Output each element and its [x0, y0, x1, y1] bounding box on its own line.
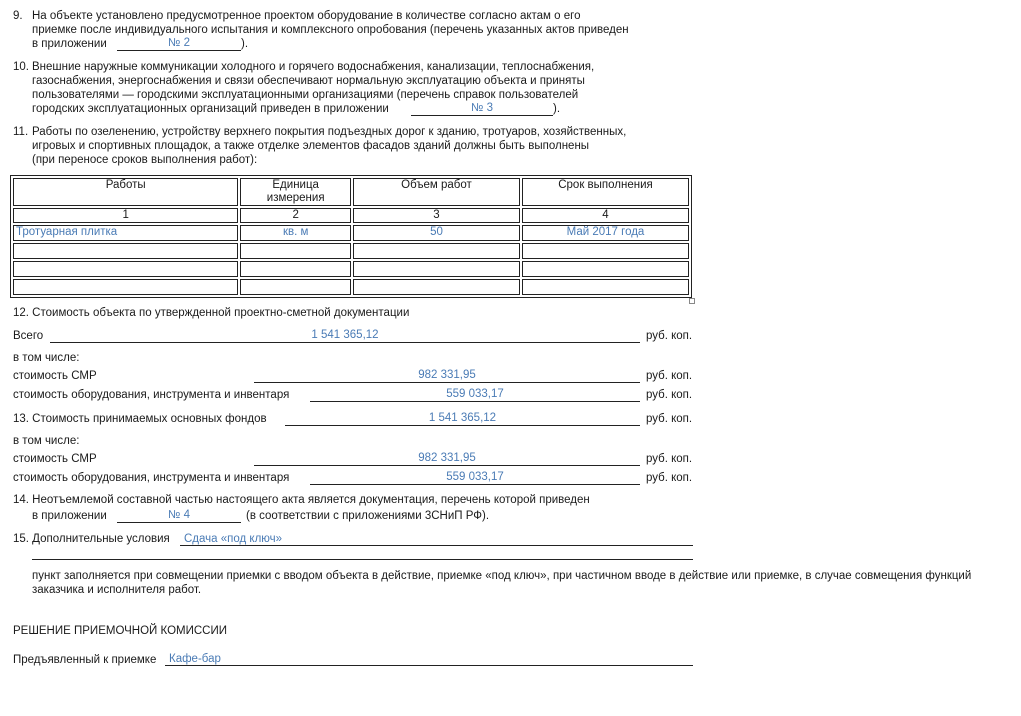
cell-volume[interactable]: [353, 243, 520, 259]
presented-label: Предъявленный к приемке: [13, 654, 157, 666]
item-9-line3-suffix: ).: [241, 38, 249, 50]
item-10-line2: газоснабжения, энергоснабжения и связи обеспечивают нормальную эксплуатацию объекта и приняты: [32, 75, 585, 87]
item-14-suffix: (в соответствии с приложениями 3СНиП РФ).: [246, 510, 490, 522]
fa-including-label: в том числе:: [13, 435, 80, 447]
smr-cost-field[interactable]: 982 331,95: [254, 368, 640, 383]
fa-equipment-field[interactable]: 559 033,17: [310, 470, 640, 485]
fa-equipment-label: стоимость оборудования, инструмента и инвентаря: [13, 472, 290, 484]
fa-smr-field[interactable]: 982 331,95: [254, 451, 640, 466]
item-9-line2: приемке после индивидуального испытания и комплексного опробования (перечень указанных актов приведен: [32, 24, 629, 36]
col-number-3: 3: [353, 208, 520, 223]
total-label: Всего: [13, 330, 44, 342]
cell-unit[interactable]: кв. м: [240, 225, 351, 241]
total-cost-field[interactable]: 1 541 365,12: [50, 328, 640, 343]
smr-currency: руб. коп.: [646, 370, 693, 382]
works-table: [10, 175, 692, 298]
item-9-line1: На объекте установлено предусмотренное проектом оборудование в количестве согласно актам о его: [32, 10, 581, 22]
cell-deadline[interactable]: [522, 261, 689, 277]
table-row: [13, 243, 689, 259]
header-volume: Объем работ: [353, 178, 520, 206]
header-works: Работы: [13, 178, 238, 206]
equipment-currency: руб. коп.: [646, 389, 693, 401]
item-10-number: 10.: [13, 61, 29, 73]
item-10-line4-prefix: городских эксплуатационных организаций приведен в приложении: [32, 103, 389, 115]
item-13-title: 13. Стоимость принимаемых основных фондов: [13, 413, 267, 425]
smr-label: стоимость СМР: [13, 370, 97, 382]
item-14-prefix: в приложении: [32, 510, 107, 522]
fa-smr-label: стоимость СМР: [13, 453, 97, 465]
presented-object-field[interactable]: Кафе-бар: [165, 652, 693, 666]
cell-work[interactable]: [13, 243, 238, 259]
fa-equipment-currency: руб. коп.: [646, 472, 693, 484]
fa-smr-currency: руб. коп.: [646, 453, 693, 465]
appendix-2-field[interactable]: № 2: [117, 36, 241, 51]
cell-volume[interactable]: [353, 261, 520, 277]
equipment-label: стоимость оборудования, инструмента и инвентаря: [13, 389, 290, 401]
item-11-line2: игровых и спортивных площадок, а также отделке элементов фасадов зданий должны быть выполнены: [32, 140, 590, 152]
header-unit-line1: Единица: [272, 179, 319, 191]
fixed-assets-field[interactable]: 1 541 365,12: [285, 411, 640, 426]
total-currency: руб. коп.: [646, 330, 693, 342]
cell-deadline[interactable]: [522, 243, 689, 259]
cell-work[interactable]: [13, 261, 238, 277]
table-row: [13, 225, 689, 241]
header-unit-line2: измерения: [266, 192, 325, 204]
additional-conditions-field[interactable]: Сдача «под ключ»: [180, 532, 693, 546]
col-number-4: 4: [522, 208, 689, 223]
cell-work[interactable]: Тротуарная плитка: [13, 225, 238, 241]
cell-unit[interactable]: [240, 279, 351, 295]
header-unit: [240, 178, 351, 206]
item-9-number: 9.: [13, 10, 23, 22]
table-resize-handle[interactable]: [689, 298, 695, 304]
item-10-line4-suffix: ).: [553, 103, 561, 115]
equipment-cost-field[interactable]: 559 033,17: [310, 387, 640, 402]
additional-conditions-line2[interactable]: [32, 559, 693, 560]
col-number-1: 1: [13, 208, 238, 223]
table-header-row: [13, 178, 689, 206]
table-row: [13, 261, 689, 277]
including-label: в том числе:: [13, 352, 80, 364]
cell-deadline[interactable]: [522, 279, 689, 295]
item-11-number: 11.: [13, 126, 29, 138]
col-number-2: 2: [240, 208, 351, 223]
cell-volume[interactable]: 50: [353, 225, 520, 241]
cell-unit[interactable]: [240, 243, 351, 259]
fixed-assets-currency: руб. коп.: [646, 413, 693, 425]
appendix-3-field[interactable]: № 3: [411, 101, 553, 116]
cell-work[interactable]: [13, 279, 238, 295]
item-12-title: 12. Стоимость объекта по утвержденной проектно-сметной документации: [13, 307, 410, 319]
item-10-line1: Внешние наружные коммуникации холодного и горячего водоснабжения, канализации, теплоснабжения,: [32, 61, 595, 73]
cell-volume[interactable]: [353, 279, 520, 295]
cell-deadline[interactable]: Май 2017 года: [522, 225, 689, 241]
item-15-note-line1: пункт заполняется при совмещении приемки с вводом объекта в действие, приемке «под ключ», при частичном вводе в действие или приемке, в случае совмещения функций: [32, 570, 972, 582]
item-14-line1: 14. Неотъемлемой составной частью настоящего акта является документация, перечень которой приведен: [13, 494, 590, 506]
item-11-line1: Работы по озеленению, устройству верхнего покрытия подъездных дорог к зданию, тротуаров, хозяйственных,: [32, 126, 627, 138]
cell-unit[interactable]: [240, 261, 351, 277]
item-15-note-line2: заказчика и исполнителя работ.: [32, 584, 202, 596]
item-9-line3-prefix: в приложении: [32, 38, 107, 50]
item-10-line3: пользователями — городскими эксплуатационными организациями (перечень справок пользователей: [32, 89, 579, 101]
item-15-label: 15. Дополнительные условия: [13, 533, 170, 545]
item-11-line3: (при переносе сроков выполнения работ):: [32, 154, 258, 166]
table-row: [13, 279, 689, 295]
appendix-4-field[interactable]: № 4: [117, 508, 241, 523]
table-number-row: [13, 208, 689, 223]
decision-heading: РЕШЕНИЕ ПРИЕМОЧНОЙ КОМИССИИ: [13, 625, 228, 637]
header-deadline: Срок выполнения: [522, 178, 689, 206]
